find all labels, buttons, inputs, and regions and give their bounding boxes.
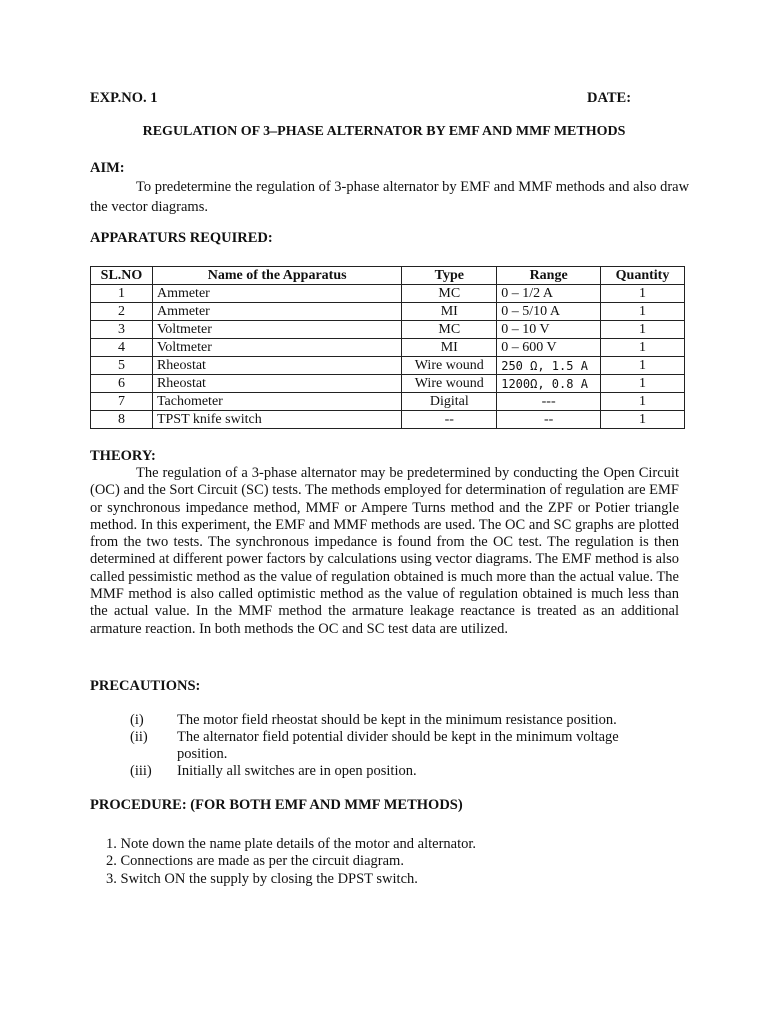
theory-heading: THEORY: [90, 448, 156, 464]
table-row [91, 339, 685, 357]
aim-heading: AIM: [90, 160, 125, 176]
column-header-name: Name of the Apparatus [152, 267, 401, 285]
column-header-slno: SL.NO [91, 267, 153, 285]
theory-text: The regulation of a 3-phase alternator may be predetermined by conducting the Open Circuit (OC) and the Sort Circuit (SC) tests. The methods employed for determination of regulation are EMF or synchronous impedance method, MMF or Ampere Turns method and the ZPF or Potier triangle method. In this experiment, the EMF and MMF methods are used. The OC and SC graphs are plotted from the two tests. The synchronous impedance is found from the OC test. The regulation is then determined at different power factors by calculations using vector diagrams. The EMF method is also called pessimistic method as the value of regulation obtained is much more than the actual value. The MMF method is also called optimistic method as the value of regulation obtained is much less than the actual value. In the MMF method the armature leakage reactance is treated as an additional armature reaction. In both methods the OC and SC test data are utilized. [90, 465, 679, 637]
precaution-text: Initially all switches are in open position. [177, 763, 417, 779]
cell-range: 0 – 1/2 A [497, 285, 601, 303]
cell-slno: 4 [91, 339, 153, 357]
cell-quantity: 1 [601, 357, 685, 375]
cell-quantity: 1 [601, 303, 685, 321]
cell-range: 0 – 5/10 A [497, 303, 601, 321]
cell-quantity: 1 [601, 339, 685, 357]
column-header-range: Range [497, 267, 601, 285]
cell-type: MC [402, 285, 497, 303]
cell-name: Rheostat [152, 357, 401, 375]
table-row [91, 303, 685, 321]
list-item: 1. Note down the name plate details of the motor and alternator. [106, 836, 477, 852]
column-header-quantity: Quantity [601, 267, 685, 285]
cell-quantity: 1 [601, 393, 685, 411]
table-row [91, 357, 685, 375]
cell-type: MC [402, 321, 497, 339]
cell-type: Digital [402, 393, 497, 411]
cell-name: Ammeter [152, 303, 401, 321]
experiment-number: EXP.NO. 1 [90, 90, 158, 106]
column-header-type: Type [402, 267, 497, 285]
cell-name: Rheostat [152, 375, 401, 393]
cell-range: 0 – 10 V [497, 321, 601, 339]
cell-name: TPST knife switch [152, 411, 401, 429]
table-row [91, 411, 685, 429]
cell-type: MI [402, 339, 497, 357]
cell-range: --- [497, 393, 601, 411]
cell-name: Voltmeter [152, 339, 401, 357]
apparatus-heading: APPARATURS REQUIRED: [90, 230, 273, 246]
cell-slno: 6 [91, 375, 153, 393]
cell-range: -- [497, 411, 601, 429]
table-header-row [91, 267, 685, 285]
precaution-text: The motor field rheostat should be kept in the minimum resistance position. [177, 712, 617, 728]
cell-range: 0 – 600 V [497, 339, 601, 357]
cell-name: Tachometer [152, 393, 401, 411]
cell-slno: 2 [91, 303, 153, 321]
table-row [91, 375, 685, 393]
cell-slno: 8 [91, 411, 153, 429]
aim-text: To predetermine the regulation of 3-phase alternator by EMF and MMF methods and also draw the vector diagrams. [90, 179, 690, 215]
list-item: 3. Switch ON the supply by closing the DPST switch. [106, 871, 418, 887]
precaution-number: (ii) [130, 729, 148, 745]
cell-range: 1200Ω, 0.8 A [497, 375, 601, 393]
cell-quantity: 1 [601, 411, 685, 429]
precaution-number: (i) [130, 712, 144, 728]
cell-range: 250 Ω, 1.5 A [497, 357, 601, 375]
cell-slno: 1 [91, 285, 153, 303]
table-row [91, 285, 685, 303]
cell-name: Ammeter [152, 285, 401, 303]
cell-name: Voltmeter [152, 321, 401, 339]
cell-slno: 7 [91, 393, 153, 411]
cell-slno: 3 [91, 321, 153, 339]
procedure-heading: PROCEDURE: (FOR BOTH EMF AND MMF METHODS) [90, 797, 463, 813]
document-title: REGULATION OF 3–PHASE ALTERNATOR BY EMF AND MMF METHODS [142, 124, 626, 139]
cell-type: -- [402, 411, 497, 429]
cell-type: Wire wound [402, 375, 497, 393]
cell-slno: 5 [91, 357, 153, 375]
cell-quantity: 1 [601, 321, 685, 339]
table-row [91, 393, 685, 411]
precaution-number: (iii) [130, 763, 152, 779]
table-row [91, 321, 685, 339]
precaution-text: The alternator field potential divider should be kept in the minimum voltage position. [177, 729, 619, 762]
cell-type: MI [402, 303, 497, 321]
cell-type: Wire wound [402, 357, 497, 375]
date-label: DATE: [587, 90, 632, 106]
apparatus-table [90, 266, 685, 429]
list-item: 2. Connections are made as per the circuit diagram. [106, 853, 404, 869]
cell-quantity: 1 [601, 375, 685, 393]
precautions-heading: PRECAUTIONS: [90, 678, 201, 694]
cell-quantity: 1 [601, 285, 685, 303]
